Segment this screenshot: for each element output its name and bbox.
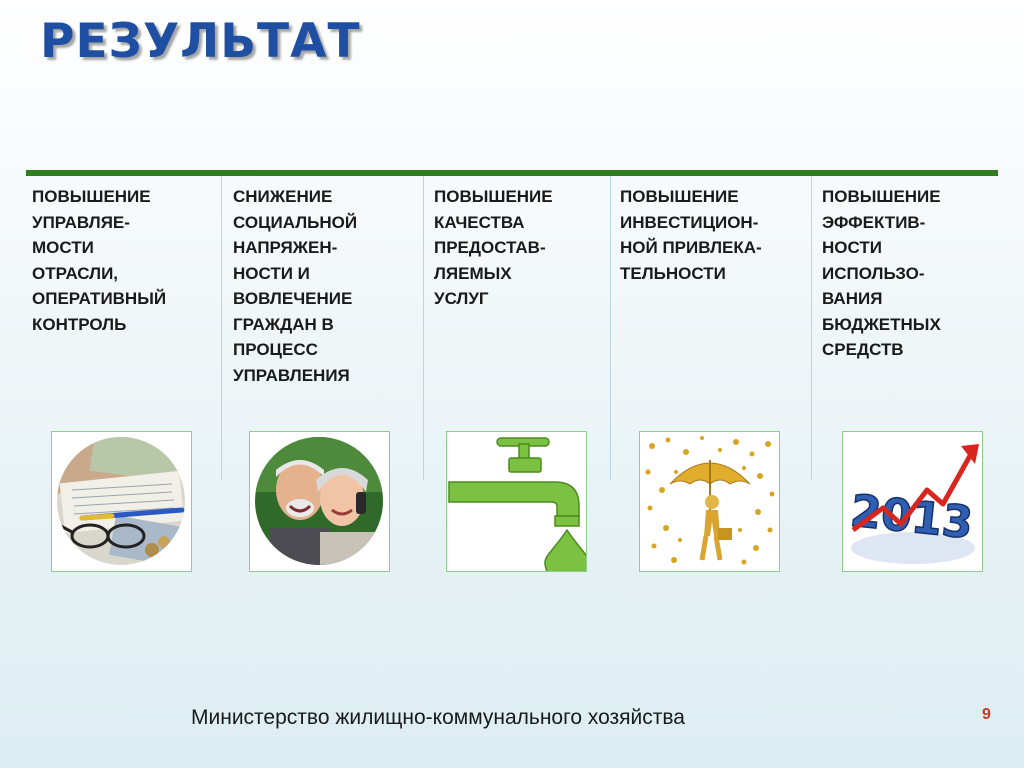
column-divider [221,176,222,480]
result-text-5: ПОВЫШЕНИЕ ЭФФЕКТИВ- НОСТИ ИСПОЛЬЗО- ВАНИЯ БЮДЖЕТНЫХ СРЕДСТВ [822,187,941,359]
result-text-2: СНИЖЕНИЕ СОЦИАЛЬНОЙ НАПРЯЖЕН- НОСТИ И ВОВЛЕЧЕНИЕ ГРАЖДАН В ПРОЦЕСС УПРАВЛЕНИЯ [233,187,358,385]
column-divider [423,176,424,480]
golden-umbrella-coins-icon [639,431,780,572]
elderly-couple-icon [249,431,390,572]
result-text-4: ПОВЫШЕНИЕ ИНВЕСТИЦИОН- НОЙ ПРИВЛЕКА- ТЕЛЬНОСТИ [620,187,762,283]
result-text-3: ПОВЫШЕНИЕ КАЧЕСТВА ПРЕДОСТАВ- ЛЯЕМЫХ УСЛУГ [434,187,553,308]
column-divider [811,176,812,480]
money-documents-glasses-icon [51,431,192,572]
column-divider [610,176,611,480]
water-tap-icon [446,431,587,572]
page-number: 9 [982,706,991,723]
slide-title: РЕЗУЛЬТАТ [40,14,361,69]
footer-ministry-name: Министерство жилищно-коммунального хозяйства [191,706,685,729]
year-label: 2013 [848,485,976,550]
growth-arrow-icon [842,431,983,572]
result-text-1: ПОВЫШЕНИЕ УПРАВЛЯЕ- МОСТИ ОТРАСЛИ, ОПЕРАТИВНЫЙ КОНТРОЛЬ [32,187,167,334]
